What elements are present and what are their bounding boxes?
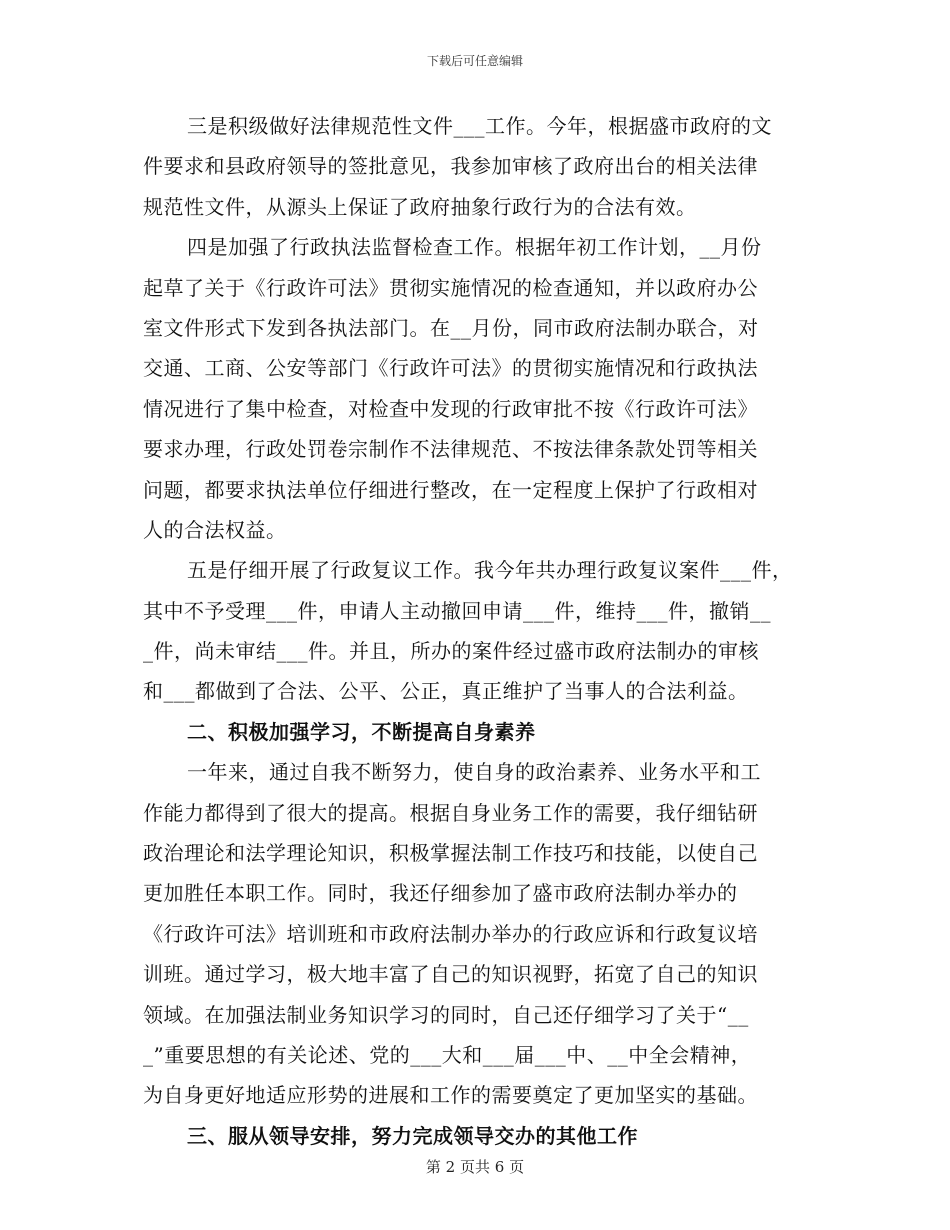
text-line: 《行政许可法》培训班和市政府法制办举办的行政应诉和行政复议培 [143,921,758,946]
text-line: 四是加强了行政执法监督检查工作。根据年初工作计划，__月份 [187,235,762,260]
text-line: 交通、工商、公安等部门《行政许可法》的贯彻实施情况和行政执法 [143,356,758,381]
text-line: 规范性文件，从源头上保证了政府抽象行政行为的合法有效。 [143,194,697,219]
text-line: 要求办理，行政处罚卷宗制作不法律规范、不按法律条款处罚等相关 [143,437,758,462]
text-line: 训班。通过学习，极大地丰富了自己的知识视野，拓宽了自己的知识 [143,962,758,987]
text-line: 和___都做到了合法、公平、公正，真正维护了当事人的合法利益。 [143,679,749,704]
text-line: 件要求和县政府领导的签批意见，我参加审核了政府出台的相关法律 [143,154,758,179]
text-line: 起草了关于《行政许可法》贯彻实施情况的检查通知，并以政府办公 [143,275,758,300]
text-line: 情况进行了集中检查，对检查中发现的行政审批不按《行政许可法》 [143,396,758,421]
text-line: 室文件形式下发到各执法部门。在__月份，同市政府法制办联合，对 [143,315,759,340]
text-line: 作能力都得到了很大的提高。根据自身业务工作的需要，我仔细钻研 [143,800,758,825]
text-line: 五是仔细开展了行政复议工作。我今年共办理行政复议案件___件， [187,558,793,583]
section-heading: 三、服从领导安排，努力完成领导交办的其他工作 [187,1123,638,1148]
page-number: 第 2 页共 6 页 [425,1158,525,1176]
text-line: 问题，都要求执法单位仔细进行整改，在一定程度上保护了行政相对 [143,477,758,502]
text-line: 一年来，通过自我不断努力，使自身的政治素养、业务水平和工 [187,760,761,785]
text-line: 其中不予受理___件，申请人主动撤回申请___件，维持___件，撤销__ [143,598,771,623]
text-line: _件，尚未审结___件。并且，所办的案件经过盛市政府法制办的审核 [143,639,759,664]
text-line: 为自身更好地适应形势的进展和工作的需要奠定了更加坚实的基础。 [143,1083,758,1108]
text-line: 领域。在加强法制业务知识学习的同时，自己还仔细学习了关于“__ [143,1002,749,1027]
text-line: 三是积级做好法律规范性文件___工作。今年，根据盛市政府的文 [187,114,772,138]
page-header: 下载后可任意编辑 [426,54,523,68]
text-line: 政治理论和法学理论知识，积极掌握法制工作技巧和技能，以使自己 [143,841,758,866]
text-line: 人的合法权益。 [143,517,287,542]
text-line: _”重要思想的有关论述、党的___大和___届___中、__中全会精神， [143,1042,752,1067]
text-line: 更加胜任本职工作。同时，我还仔细参加了盛市政府法制办举办的 [143,881,738,906]
section-heading: 二、积极加强学习，不断提高自身素养 [187,719,536,744]
document-body [143,106,823,1156]
